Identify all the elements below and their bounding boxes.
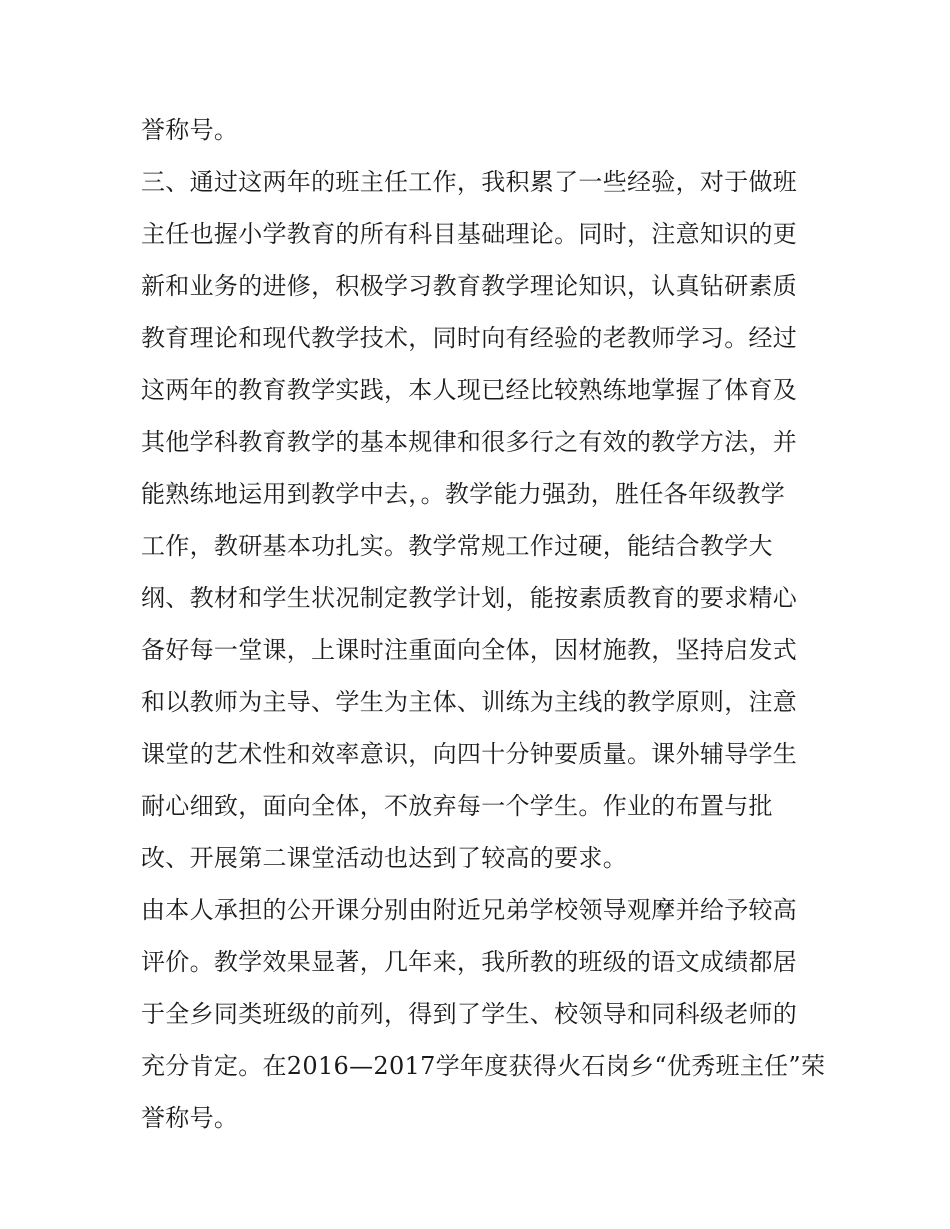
text-line: 和以教师为主导、学生为主体、训练为主线的教学原则，注意 (141, 688, 798, 716)
text-line: 新和业务的进修，积极学习教育教学理论知识，认真钻研素质 (141, 272, 798, 300)
text-line: 工作，教研基本功扎实。教学常规工作过硬，能结合教学大 (141, 532, 773, 560)
text-line: 改、开展第二课堂活动也达到了较高的要求。 (141, 844, 627, 872)
text-line: 这两年的教育教学实践，本人现已经比较熟练地掌握了体育及 (141, 376, 798, 404)
text-line: 充分肯定。在2016—2017学年度获得火石岗乡“优秀班主任”荣 (141, 1052, 826, 1080)
text-line: 评价。教学效果显著，几年来，我所教的班级的语文成绩都居 (141, 948, 798, 976)
text-line: 教育理论和现代教学技术，同时向有经验的老教师学习。经过 (141, 324, 798, 352)
text-line: 誉称号。 (141, 1104, 239, 1132)
document-body (141, 104, 826, 1144)
text-line: 于全乡同类班级的前列，得到了学生、校领导和同科级老师的 (141, 1000, 798, 1028)
text-line: 主任也握小学教育的所有科目基础理论。同时，注意知识的更 (141, 220, 798, 248)
text-line: 耐心细致，面向全体，不放弃每一个学生。作业的布置与批 (141, 792, 773, 820)
text-line: 由本人承担的公开课分别由附近兄弟学校领导观摩并给予较高 (141, 896, 798, 924)
text-line: 三、通过这两年的班主任工作，我积累了一些经验，对于做班 (141, 168, 798, 196)
text-line: 备好每一堂课，上课时注重面向全体，因材施教，坚持启发式 (141, 636, 798, 664)
text-line: 能熟练地运用到教学中去，。教学能力强劲，胜任各年级教学 (141, 480, 786, 508)
text-line: 课堂的艺术性和效率意识，向四十分钟要质量。课外辅导学生 (141, 740, 798, 768)
text-line: 誉称号。 (141, 116, 239, 144)
text-line: 其他学科教育教学的基本规律和很多行之有效的教学方法，并 (141, 428, 798, 456)
text-line: 纲、教材和学生状况制定教学计划，能按素质教育的要求精心 (141, 584, 798, 612)
